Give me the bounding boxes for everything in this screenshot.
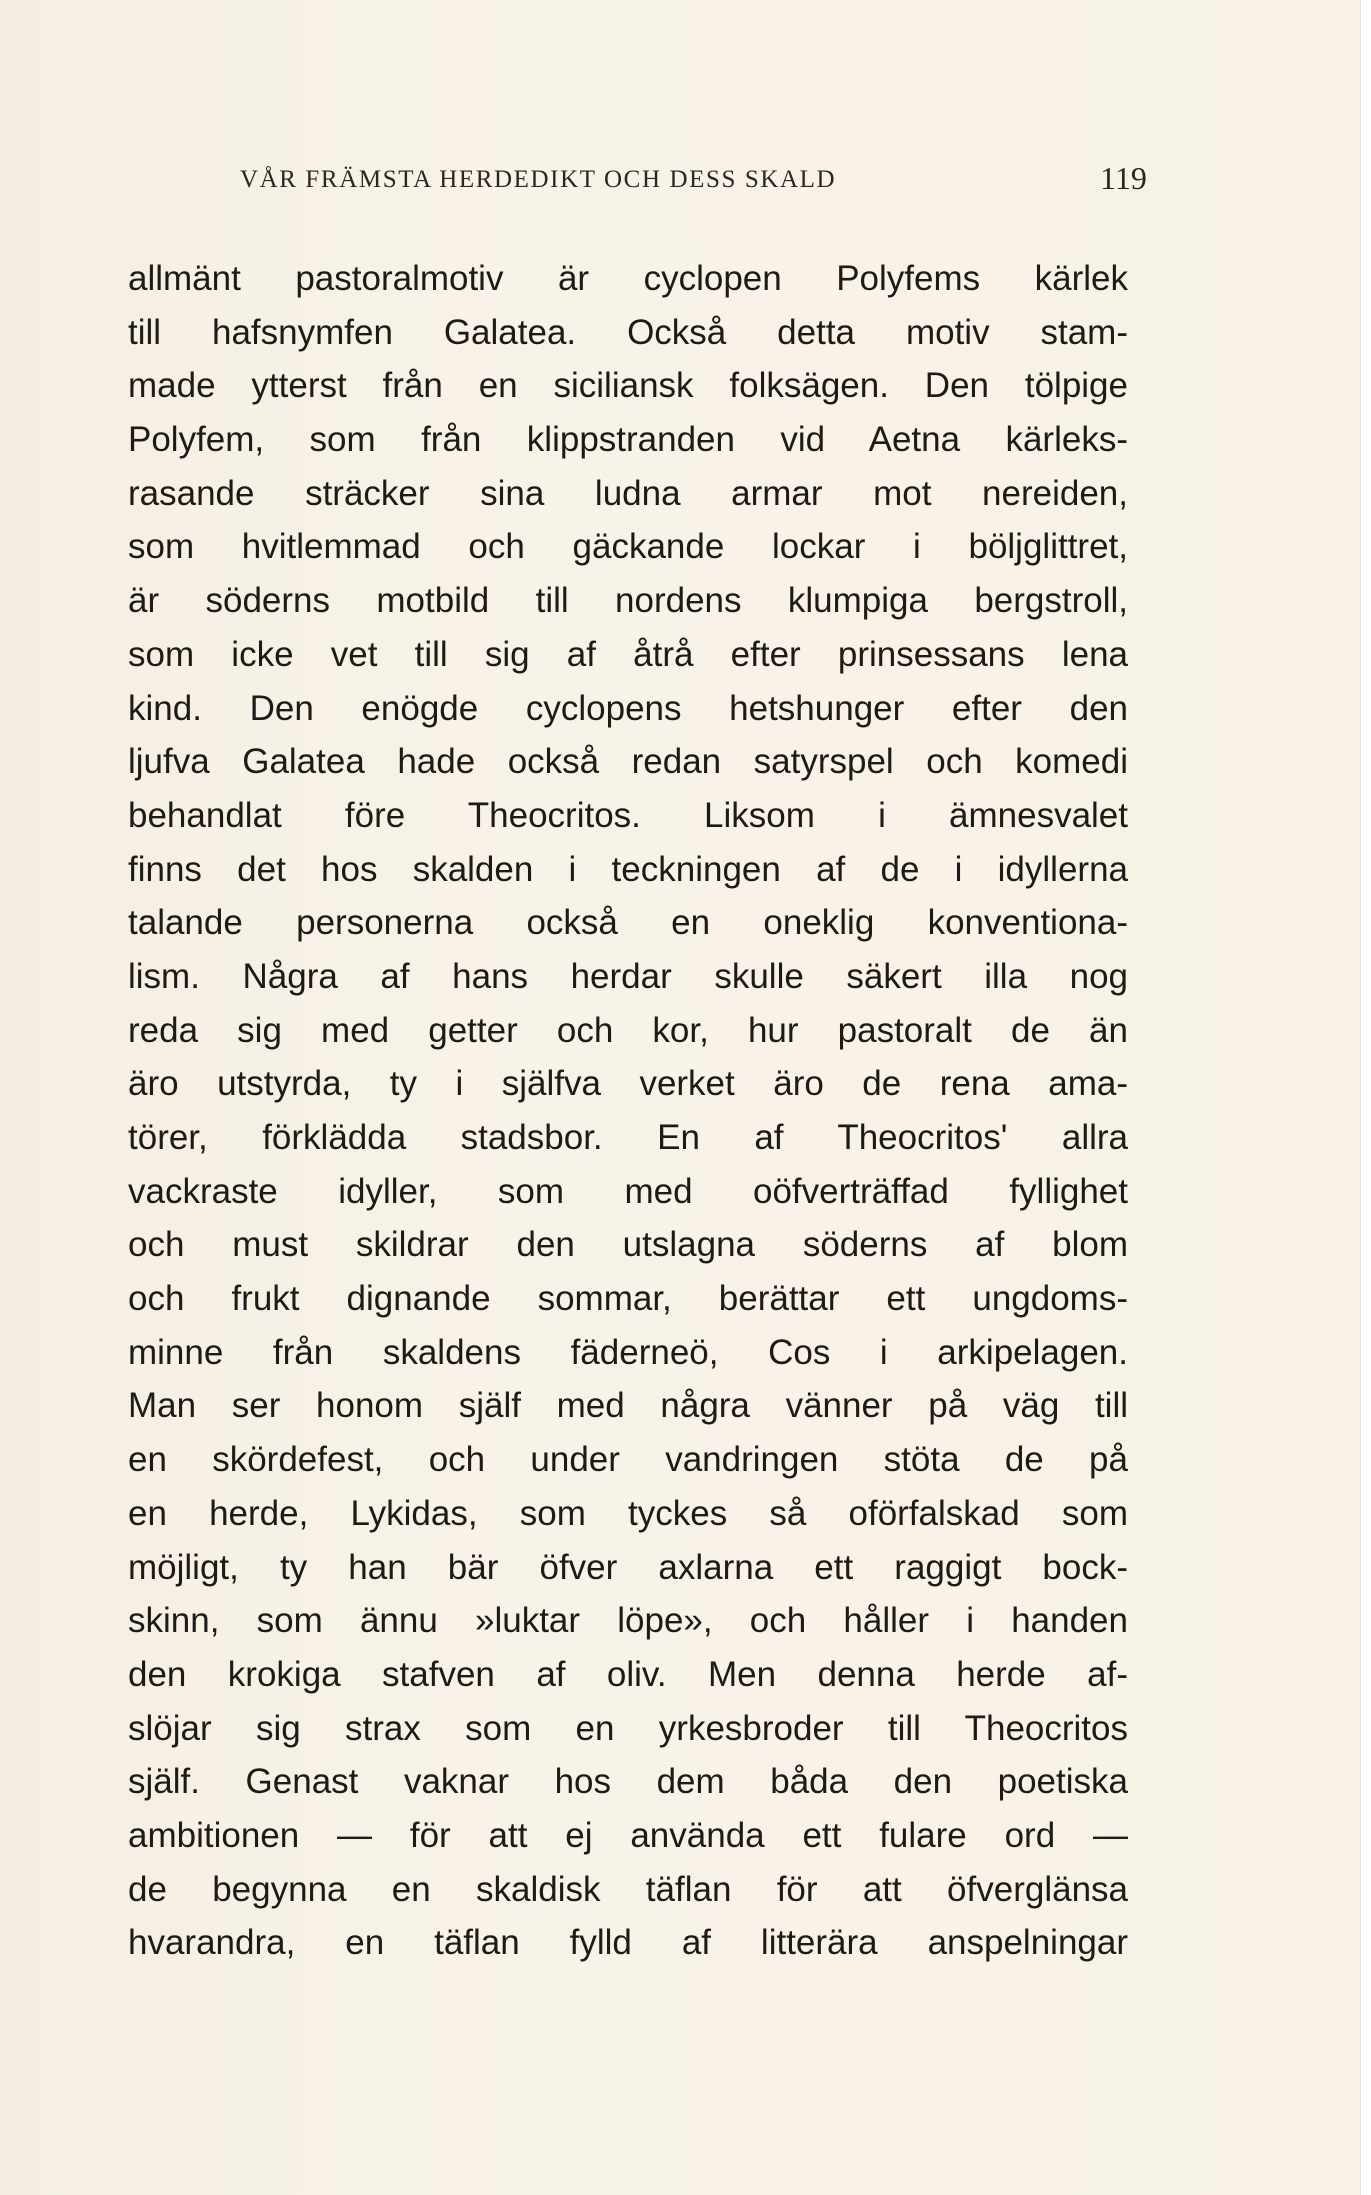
text-line: hvarandra, en täflan fylld af litterära anspelningar [128, 1923, 1128, 1963]
text-line: som icke vet till sig af åtrå efter prinsessans lena [128, 634, 1128, 674]
text-line: skinn, som ännu »luktar löpe», och håller i handen [128, 1601, 1128, 1641]
page-header [0, 160, 1371, 206]
text-line: finns det hos skalden i teckningen af de i idyllerna [128, 849, 1128, 889]
text-line: behandlat före Theocritos. Liksom i ämnesvalet [128, 795, 1128, 835]
text-line: möjligt, ty han bär öfver axlarna ett raggigt bock- [128, 1547, 1128, 1587]
text-line: de begynna en skaldisk täflan för att öfverglänsa [128, 1869, 1128, 1909]
text-line: och frukt dignande sommar, berättar ett ungdoms- [128, 1279, 1128, 1319]
text-line: minne från skaldens fäderneö, Cos i arkipelagen. [128, 1332, 1128, 1372]
text-line: och must skildrar den utslagna söderns af blom [128, 1225, 1128, 1265]
text-line: som hvitlemmad och gäckande lockar i böljglittret, [128, 527, 1128, 567]
text-line: slöjar sig strax som en yrkesbroder till Theocritos [128, 1708, 1128, 1748]
text-line: vackraste idyller, som med oöfverträffad fyllighet [128, 1171, 1128, 1211]
text-line: talande personerna också en oneklig konventiona- [128, 903, 1128, 943]
text-line: Man ser honom själf med några vänner på väg till [128, 1386, 1128, 1426]
text-line: rasande sträcker sina ludna armar mot nereiden, [128, 473, 1128, 513]
text-line: allmänt pastoralmotiv är cyclopen Polyfems kärlek [128, 259, 1128, 298]
running-head: VÅR FRÄMSTA HERDEDIKT OCH DESS SKALD [240, 166, 837, 193]
text-line: själf. Genast vaknar hos dem båda den poetiska [128, 1762, 1128, 1802]
text-line: made ytterst från en siciliansk folksägen. Den tölpige [128, 366, 1128, 406]
body-text [128, 252, 1128, 1970]
text-line: är söderns motbild till nordens klumpiga bergstroll, [128, 581, 1128, 621]
text-line: den krokiga stafven af oliv. Men denna herde af- [128, 1654, 1128, 1694]
text-line: lism. Några af hans herdar skulle säkert illa nog [128, 956, 1128, 996]
scan-margin [1360, 0, 1371, 2195]
text-line: äro utstyrda, ty i själfva verket äro de rena ama- [128, 1064, 1128, 1104]
text-line: Polyfem, som från klippstranden vid Aetna kärleks- [128, 420, 1128, 460]
text-line: kind. Den enögde cyclopens hetshunger efter den [128, 688, 1128, 728]
text-line: törer, förklädda stadsbor. En af Theocritos' allra [128, 1118, 1128, 1157]
text-line: ambitionen — för att ej använda ett fulare ord — [128, 1815, 1128, 1855]
text-line: reda sig med getter och kor, hur pastoralt de än [128, 1010, 1128, 1050]
text-line: till hafsnymfen Galatea. Också detta motiv stam- [128, 312, 1128, 352]
page-number: 119 [1100, 160, 1147, 196]
text-line: en skördefest, och under vandringen stöta de på [128, 1440, 1128, 1480]
text-line: ljufva Galatea hade också redan satyrspel och komedi [128, 742, 1128, 782]
text-line: en herde, Lykidas, som tyckes så oförfalskad som [128, 1493, 1128, 1533]
